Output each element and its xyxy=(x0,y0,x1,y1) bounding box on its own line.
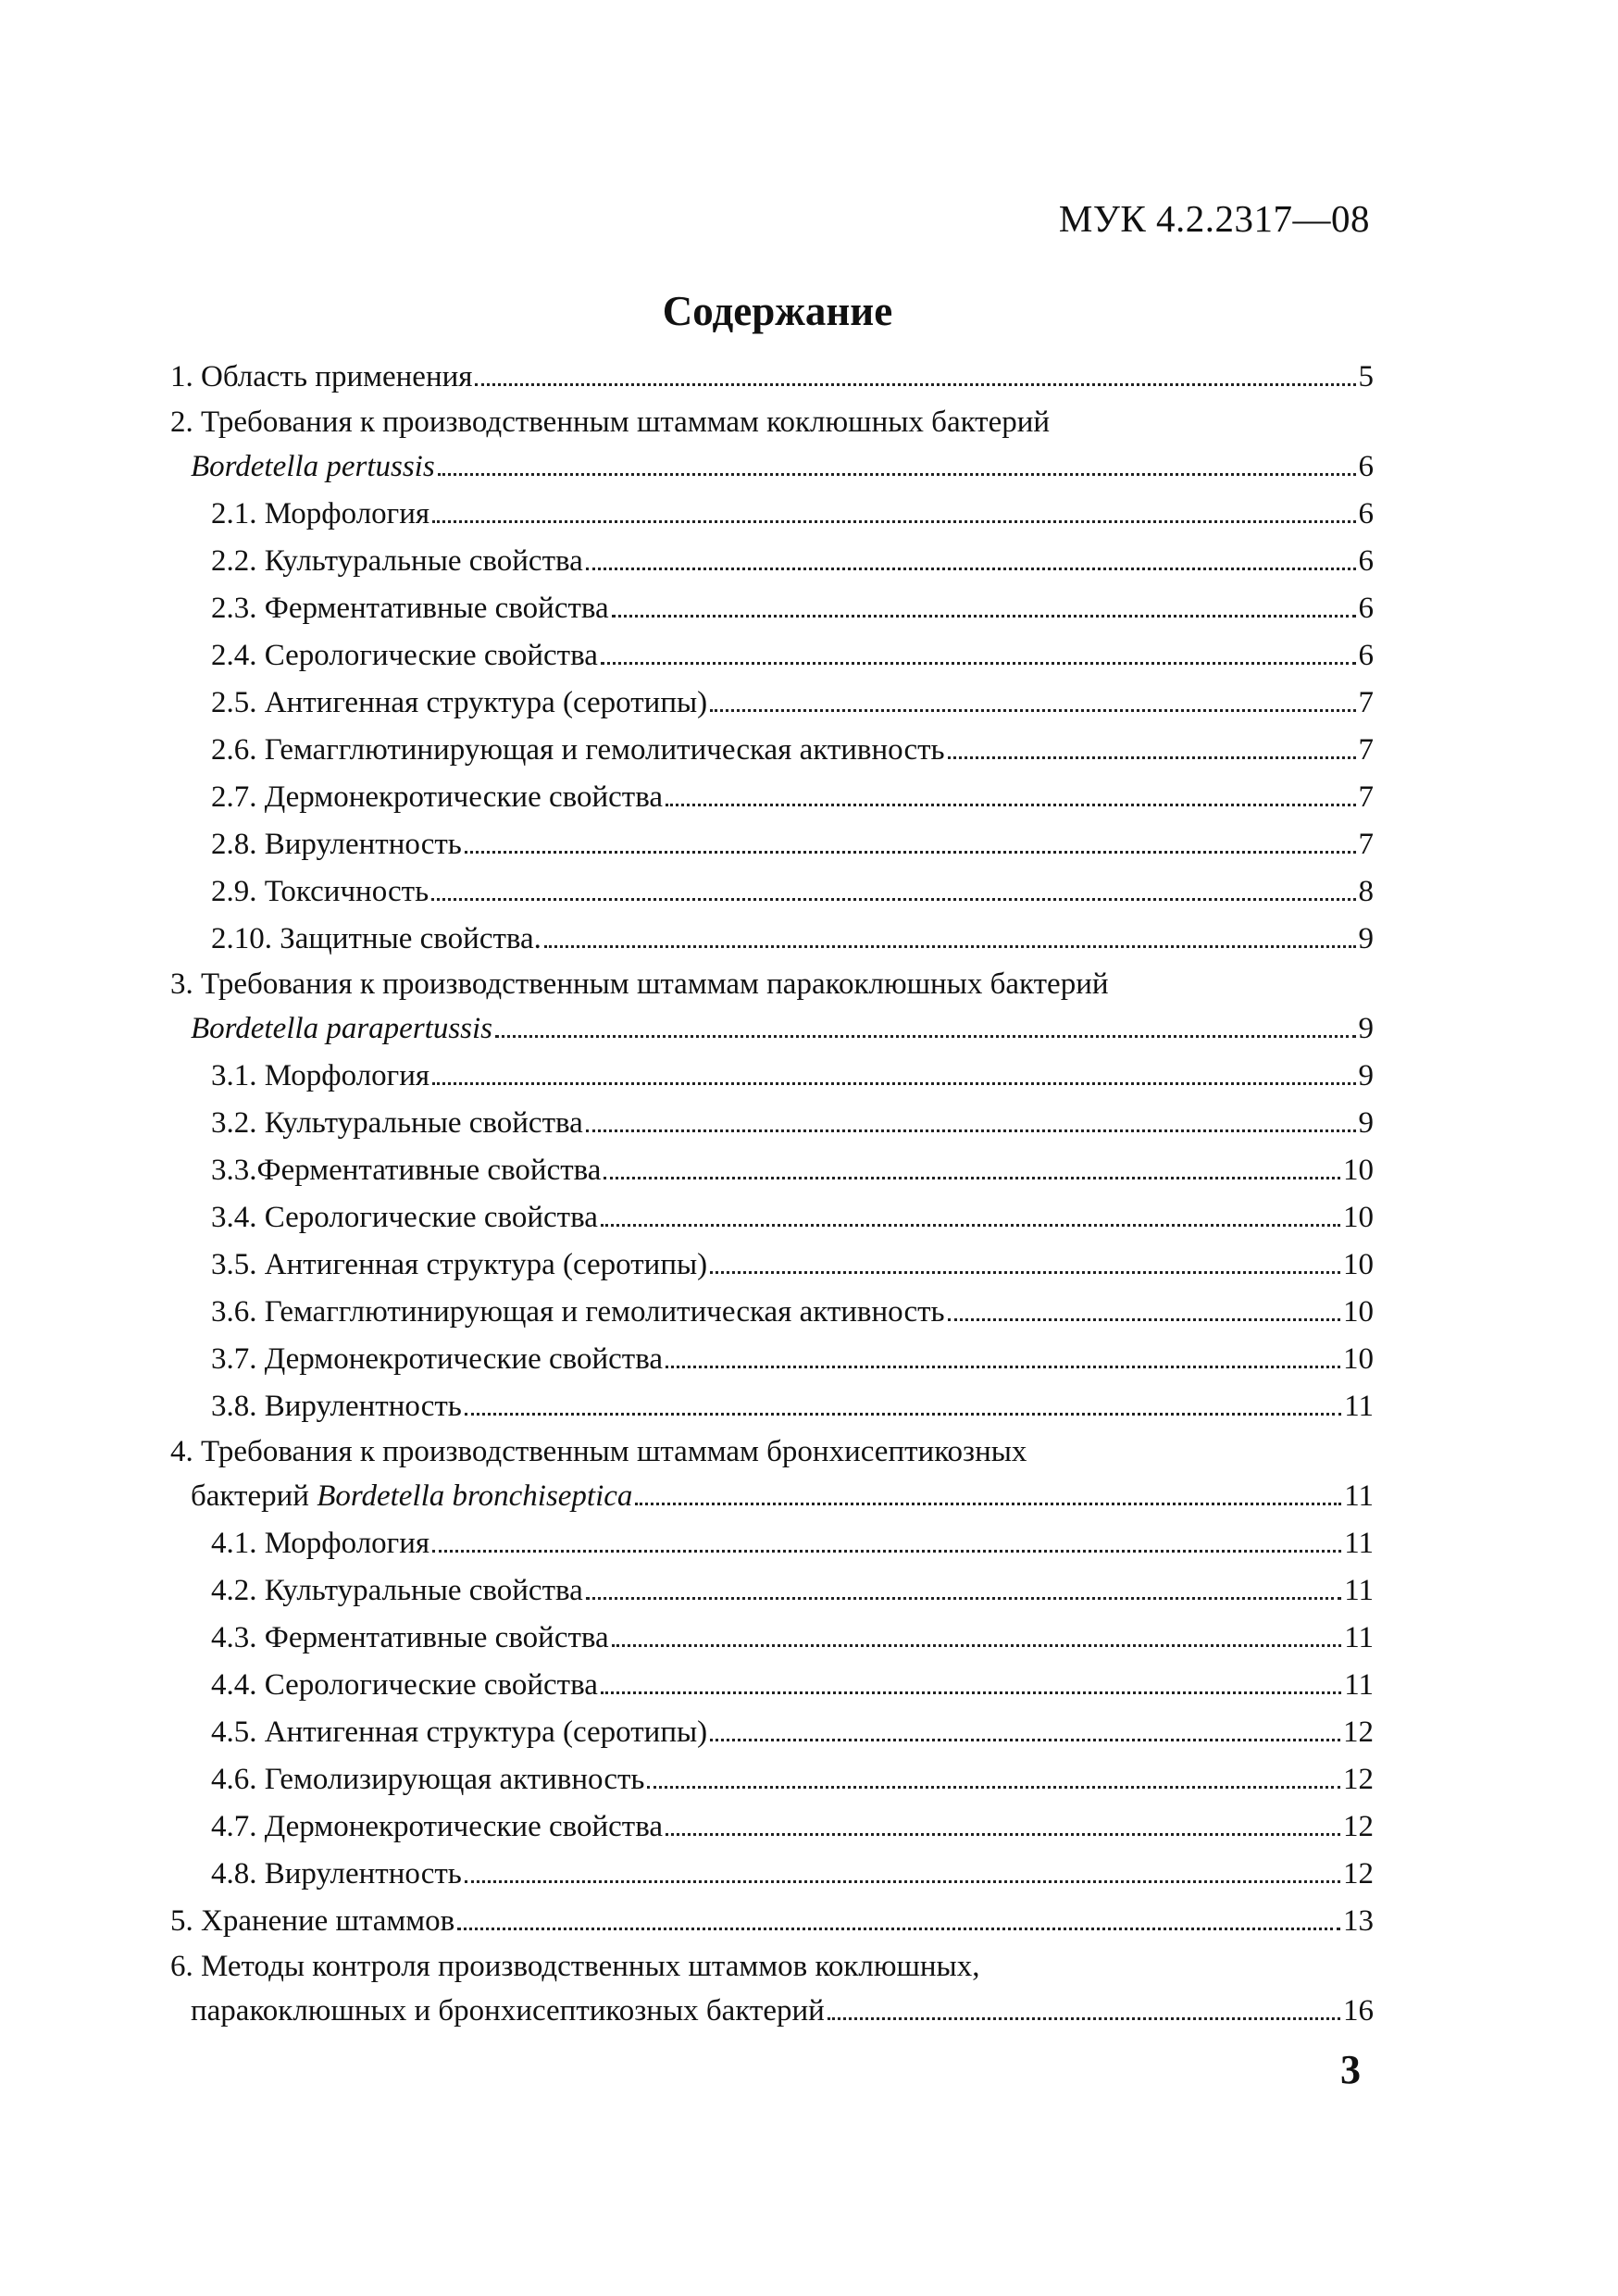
toc-item-title: Морфология xyxy=(264,1059,430,1092)
toc-item xyxy=(170,1520,1374,1567)
toc-item xyxy=(170,1289,1374,1336)
dot-leader xyxy=(948,756,1356,759)
toc-item-number: 2.8. xyxy=(211,828,257,861)
toc-item xyxy=(170,680,1374,727)
dot-leader xyxy=(465,851,1356,854)
toc-item-page: 11 xyxy=(1344,1527,1374,1560)
toc-item-number: 3.7. xyxy=(211,1342,257,1376)
dot-leader xyxy=(495,1035,1355,1038)
toc-item xyxy=(170,1100,1374,1147)
toc-item xyxy=(170,1662,1374,1709)
toc-item-page: 7 xyxy=(1358,733,1374,767)
toc-item xyxy=(170,1709,1374,1756)
toc-item-number: 3.6. xyxy=(211,1295,257,1329)
toc-item-heading-line xyxy=(170,1945,1374,1988)
toc-item-number: 2.10. xyxy=(211,922,272,955)
table-of-contents xyxy=(170,354,1374,2035)
toc-item-page: 13 xyxy=(1343,1904,1374,1938)
toc-item xyxy=(170,868,1374,916)
toc-item-number: 2.7. xyxy=(211,780,257,814)
toc-item-number: 2.2. xyxy=(211,544,257,578)
toc-item-page: 11 xyxy=(1344,1390,1374,1423)
dot-leader xyxy=(666,1833,1340,1836)
toc-item-title: Требования к производственным штаммам паракоклюшных бактерий xyxy=(201,967,1109,1001)
dot-leader xyxy=(710,709,1355,712)
toc-item xyxy=(170,1615,1374,1662)
toc-item xyxy=(170,1803,1374,1851)
toc-item-page: 10 xyxy=(1343,1201,1374,1234)
toc-item-number: 4.6. xyxy=(211,1763,257,1796)
toc-item-number: 4.3. xyxy=(211,1621,257,1654)
dot-leader xyxy=(666,1366,1340,1368)
toc-item-title: Методы контроля производственных штаммов коклюшных, xyxy=(201,1950,980,1983)
dot-leader xyxy=(601,1691,1341,1694)
dot-leader xyxy=(604,1177,1340,1179)
dot-leader xyxy=(612,615,1356,618)
toc-item-number: 6. xyxy=(170,1950,193,1983)
toc-item-title: Серологические свойства xyxy=(264,1201,598,1234)
toc-item-title: Культуральные свойства xyxy=(264,1574,583,1607)
toc-item xyxy=(170,916,1374,963)
toc-item-page: 10 xyxy=(1343,1154,1374,1187)
toc-item-number: 2.4. xyxy=(211,639,257,672)
toc-item xyxy=(170,1336,1374,1383)
dot-leader xyxy=(432,520,1355,523)
dot-leader xyxy=(948,1318,1340,1321)
dot-leader xyxy=(432,1550,1341,1553)
toc-item-page: 7 xyxy=(1358,686,1374,719)
toc-item-number: 4.7. xyxy=(211,1810,257,1843)
toc-item-title: Гемолизирующая активность xyxy=(264,1763,645,1796)
toc-item-page: 6 xyxy=(1358,497,1374,530)
toc-item-page: 11 xyxy=(1344,1574,1374,1607)
dot-leader xyxy=(431,898,1355,901)
toc-item-number: 2.9. xyxy=(211,875,257,908)
toc-item-title: Морфология xyxy=(264,1527,430,1560)
toc-item-number: 3.5. xyxy=(211,1248,257,1281)
toc-item xyxy=(170,1756,1374,1803)
toc-item-number: 2.3. xyxy=(211,592,257,625)
species-name: Bordetella parapertussis xyxy=(191,1012,493,1045)
toc-item-title: Дермонекротические свойства xyxy=(264,1342,664,1376)
toc-item-page: 9 xyxy=(1358,1106,1374,1140)
document-code: МУК 4.2.2317—08 xyxy=(1058,197,1370,240)
toc-item xyxy=(170,1194,1374,1242)
toc-item-number: 4.8. xyxy=(211,1857,257,1890)
dot-leader xyxy=(710,1739,1340,1741)
toc-item-heading-line xyxy=(170,401,1374,443)
dot-leader xyxy=(612,1644,1342,1647)
toc-item-page: 7 xyxy=(1358,828,1374,861)
dot-leader xyxy=(586,1129,1356,1132)
toc-item-title: Защитные свойства. xyxy=(280,922,541,955)
dot-leader xyxy=(586,568,1356,570)
dot-leader xyxy=(601,662,1356,665)
dot-leader xyxy=(432,1082,1355,1085)
toc-item-number: 2. xyxy=(170,406,193,439)
toc-item-page: 8 xyxy=(1358,875,1374,908)
toc-item xyxy=(170,1053,1374,1100)
toc-item-continuation: бактерий xyxy=(191,1479,309,1513)
toc-item-title: Требования к производственным штаммам коклюшных бактерий xyxy=(201,406,1051,439)
toc-item-page: 9 xyxy=(1358,1012,1374,1045)
toc-item-number: 3.3. xyxy=(211,1154,257,1187)
toc-item-title: Ферментативные свойства xyxy=(256,1154,602,1187)
toc-item-title: Морфология xyxy=(264,497,430,530)
toc-item-page: 5 xyxy=(1358,360,1374,393)
toc-item-page: 6 xyxy=(1358,639,1374,672)
toc-item-number: 5. xyxy=(170,1904,193,1938)
toc-item-page: 9 xyxy=(1358,1059,1374,1092)
toc-item-title: Гемагглютинирующая и гемолитическая активность xyxy=(264,733,945,767)
toc-item-page: 10 xyxy=(1343,1295,1374,1329)
toc-item xyxy=(170,1147,1374,1194)
toc-item-page: 12 xyxy=(1343,1857,1374,1890)
toc-item-title: Антигенная структура (серотипы) xyxy=(264,1248,708,1281)
toc-item-heading-line xyxy=(170,1430,1374,1473)
toc-item-number: 3.8. xyxy=(211,1390,257,1423)
toc-item-title: Серологические свойства xyxy=(264,1668,598,1702)
toc-item-title: Область применения xyxy=(201,360,473,393)
toc-item xyxy=(170,1473,1374,1520)
toc-item-title: Антигенная структура (серотипы) xyxy=(264,1716,708,1749)
toc-item-number: 1. xyxy=(170,360,193,393)
dot-leader xyxy=(475,383,1355,386)
dot-leader xyxy=(635,1503,1341,1505)
toc-item xyxy=(170,443,1374,491)
toc-item-number: 4. xyxy=(170,1435,193,1468)
toc-item-title: Антигенная структура (серотипы) xyxy=(264,686,708,719)
toc-item-page: 16 xyxy=(1343,1994,1374,2028)
toc-item-page: 11 xyxy=(1344,1479,1374,1513)
toc-item-number: 3.2. xyxy=(211,1106,257,1140)
toc-item xyxy=(170,1005,1374,1053)
toc-title: Содержание xyxy=(662,288,893,334)
dot-leader xyxy=(438,473,1356,476)
dot-leader xyxy=(465,1413,1341,1416)
toc-item-page: 11 xyxy=(1344,1621,1374,1654)
dot-leader xyxy=(647,1786,1340,1789)
toc-item-number: 2.6. xyxy=(211,733,257,767)
toc-item-title: Дермонекротические свойства xyxy=(264,780,664,814)
dot-leader xyxy=(666,804,1355,806)
toc-item xyxy=(170,491,1374,538)
toc-item-title: Ферментативные свойства xyxy=(264,1621,609,1654)
dot-leader xyxy=(828,2017,1340,2020)
toc-item-number: 3.4. xyxy=(211,1201,257,1234)
toc-item xyxy=(170,1567,1374,1615)
toc-item xyxy=(170,354,1374,401)
species-name: Bordetella bronchiseptica xyxy=(317,1479,633,1513)
toc-item-title: Гемагглютинирующая и гемолитическая активность xyxy=(264,1295,945,1329)
toc-item-number: 3. xyxy=(170,967,193,1001)
toc-item xyxy=(170,1851,1374,1898)
page-number: 3 xyxy=(1340,2047,1361,2092)
toc-item-number: 4.2. xyxy=(211,1574,257,1607)
toc-item xyxy=(170,632,1374,680)
toc-item-title: Требования к производственным штаммам бронхисептикозных xyxy=(201,1435,1027,1468)
toc-item-title: Серологические свойства xyxy=(264,639,598,672)
toc-item-page: 6 xyxy=(1358,450,1374,483)
toc-item xyxy=(170,1988,1374,2035)
toc-item-page: 6 xyxy=(1358,592,1374,625)
toc-item xyxy=(170,1383,1374,1430)
dot-leader xyxy=(457,1928,1340,1930)
toc-item xyxy=(170,585,1374,632)
toc-item-title: Вирулентность xyxy=(264,1857,462,1890)
toc-item-page: 12 xyxy=(1343,1763,1374,1796)
toc-item xyxy=(170,538,1374,585)
toc-item xyxy=(170,1898,1374,1945)
toc-item-heading-line xyxy=(170,963,1374,1005)
dot-leader xyxy=(544,945,1356,948)
dot-leader xyxy=(710,1271,1340,1274)
dot-leader xyxy=(601,1224,1340,1227)
toc-item-title: Культуральные свойства xyxy=(264,1106,583,1140)
dot-leader xyxy=(586,1597,1341,1600)
toc-item-page: 11 xyxy=(1344,1668,1374,1702)
toc-item-page: 10 xyxy=(1343,1248,1374,1281)
toc-item-title: Культуральные свойства xyxy=(264,544,583,578)
toc-item-page: 10 xyxy=(1343,1342,1374,1376)
toc-item-number: 3.1. xyxy=(211,1059,257,1092)
toc-item-title: Вирулентность xyxy=(264,1390,462,1423)
toc-item-page: 6 xyxy=(1358,544,1374,578)
toc-item-title: Хранение штаммов xyxy=(201,1904,455,1938)
toc-item xyxy=(170,821,1374,868)
toc-item-page: 9 xyxy=(1358,922,1374,955)
toc-item-continuation: паракоклюшных и бронхисептикозных бактерий xyxy=(191,1994,825,2028)
toc-item-number: 4.5. xyxy=(211,1716,257,1749)
toc-item-number: 2.1. xyxy=(211,497,257,530)
toc-item-page: 12 xyxy=(1343,1716,1374,1749)
toc-item-title: Дермонекротические свойства xyxy=(264,1810,664,1843)
toc-item xyxy=(170,1242,1374,1289)
toc-item-title: Вирулентность xyxy=(264,828,462,861)
toc-item xyxy=(170,774,1374,821)
toc-item-page: 7 xyxy=(1358,780,1374,814)
toc-item-title: Токсичность xyxy=(264,875,429,908)
toc-item-number: 2.5. xyxy=(211,686,257,719)
dot-leader xyxy=(465,1880,1340,1883)
toc-item-number: 4.1. xyxy=(211,1527,257,1560)
toc-item-page: 12 xyxy=(1343,1810,1374,1843)
toc-item-number: 4.4. xyxy=(211,1668,257,1702)
toc-item-title: Ферментативные свойства xyxy=(264,592,609,625)
species-name: Bordetella pertussis xyxy=(191,450,435,483)
toc-item xyxy=(170,727,1374,774)
